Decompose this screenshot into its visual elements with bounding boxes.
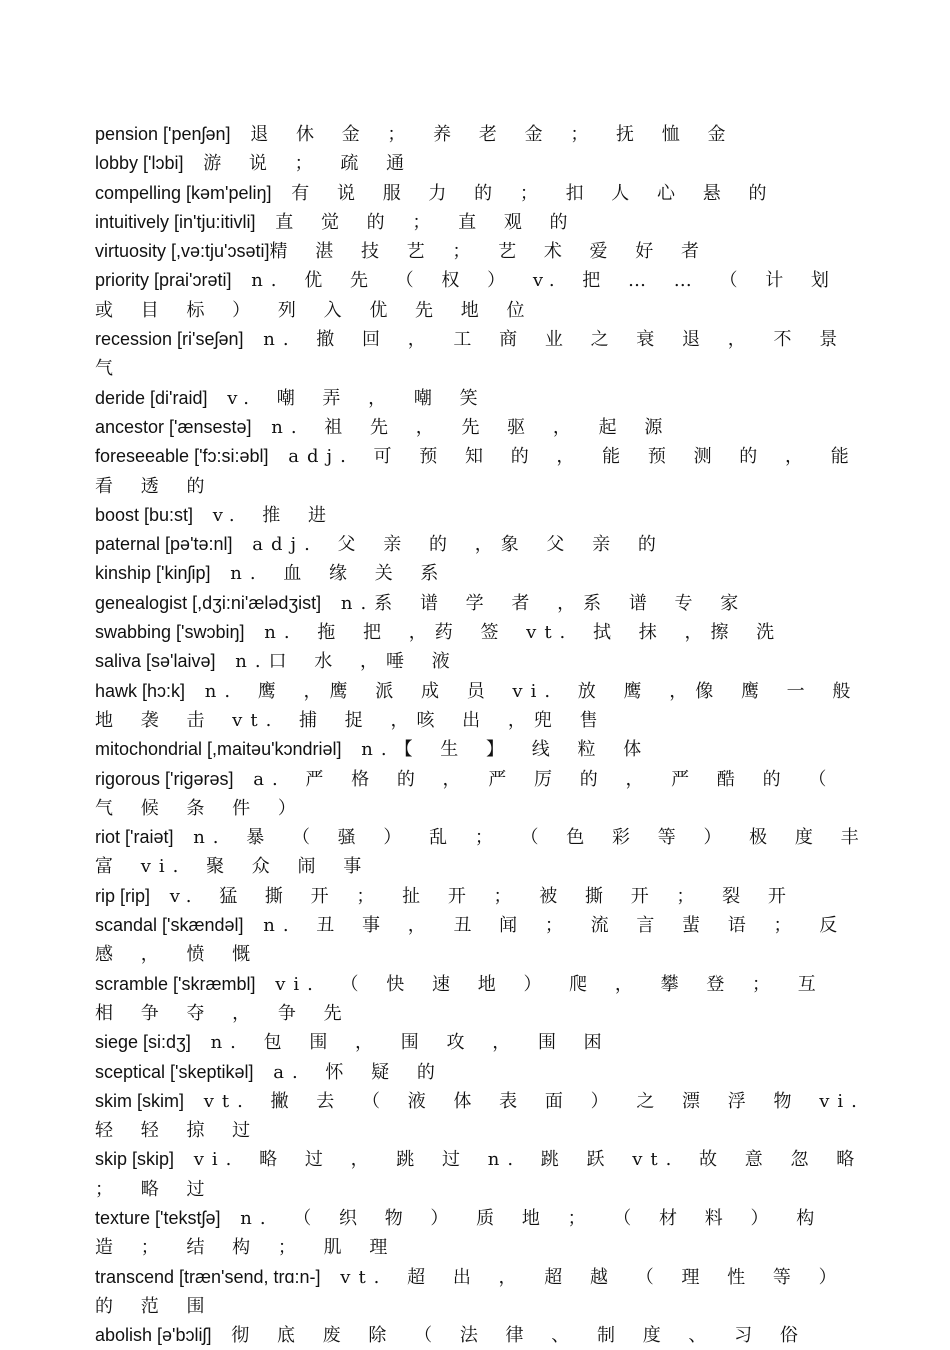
entry-scandal (95, 911, 867, 970)
entry-riot (95, 823, 867, 882)
entry-abolish (95, 1321, 867, 1350)
headword: saliva [sə'laivə] (95, 651, 216, 672)
headword: rip [rip] (95, 885, 151, 906)
entry-compelling (95, 179, 867, 208)
definition: v. 猛 撕 开 ； 扯 开 ； 被 撕 开 ； 裂 开 (150, 885, 794, 907)
definition: n. 优 先 （ 权 ） v. 把 … … （ 计 划 或 目 标 ） 列 入 优 先 地 位 (95, 270, 837, 321)
definition: n. 鹰 ，鹰 派 成 员 vi. 放 鹰 ，像 鹰 一 般 地 袭 击 vt. 捕 捉 ，咳 出 ，兜 售 (95, 680, 859, 731)
entry-intuitively (95, 208, 867, 237)
headword: sceptical ['skeptikəl] (95, 1061, 254, 1082)
entry-rip (95, 882, 867, 911)
definition: n. 丑 事 ， 丑 闻 ； 流 言 蜚 语 ； 反 感 ， 愤 慨 (95, 915, 846, 966)
definition: adj. 父 亲 的 ，象 父 亲 的 (232, 534, 664, 556)
entry-paternal (95, 530, 867, 559)
definition: n.【 生 】 线 粒 体 (341, 739, 650, 761)
headword: abolish [ə'bɔliʃ] (95, 1325, 212, 1346)
entry-recession (95, 325, 867, 384)
definition: vt. 撇 去 （ 液 体 表 面 ） 之 漂 浮 物 vi. 轻 轻 掠 过 (95, 1090, 865, 1142)
headword: kinship ['kinʃip] (95, 563, 211, 584)
headword: swabbing ['swɔbiŋ] (95, 622, 245, 643)
entry-skim (95, 1087, 867, 1146)
entry-pension (95, 120, 867, 149)
headword: virtuosity [,və:tju'ɔsəti] (95, 241, 270, 262)
headword: skim [skim] (95, 1090, 184, 1111)
entry-rigorous (95, 765, 867, 824)
entry-texture (95, 1204, 867, 1263)
entry-boost (95, 501, 867, 530)
entry-virtuosity (95, 237, 867, 266)
headword: scramble ['skræmbl] (95, 973, 256, 994)
definition: n. （ 织 物 ） 质 地 ； （ 材 料 ） 构 造 ； 结 构 ； 肌 理 (95, 1207, 823, 1259)
definition: 有 说 服 力 的 ； 扣 人 心 悬 的 (271, 182, 775, 204)
headword: pension ['penʃən] (95, 124, 231, 144)
headword: boost [bu:st] (95, 504, 194, 525)
headword: scandal ['skændəl] (95, 915, 244, 936)
entry-lobby (95, 149, 867, 178)
headword: paternal [pə'tə:nl] (95, 534, 233, 555)
headword: deride [di'raid] (95, 387, 208, 408)
entry-saliva (95, 647, 867, 676)
definition: 游 说 ； 疏 通 (183, 153, 413, 175)
definition: 精 湛 技 艺 ； 艺 术 爱 好 者 (269, 241, 707, 263)
entry-scramble (95, 970, 867, 1029)
headword: lobby ['lɔbi] (95, 153, 184, 174)
headword: rigorous ['riɡərəs] (95, 768, 234, 789)
definition: n.系 谱 学 者 ，系 谱 专 家 (321, 592, 747, 614)
headword: genealogist [,dʒi:ni'ælədʒist] (95, 592, 322, 613)
entry-siege (95, 1028, 867, 1057)
entry-transcend (95, 1263, 867, 1322)
definition: n.口 水 ，唾 液 (215, 651, 458, 673)
headword: transcend [træn'send, trɑ:n-] (95, 1266, 321, 1287)
entry-ancestor (95, 413, 867, 442)
entry-mitochondrial (95, 735, 867, 764)
entry-sceptical (95, 1058, 867, 1087)
headword: hawk [hɔ:k] (95, 680, 186, 701)
definition: 直 觉 的 ； 直 观 的 (255, 211, 576, 233)
headword: riot ['raiət] (95, 827, 174, 848)
entry-swabbing (95, 618, 867, 647)
entry-hawk (95, 677, 867, 736)
entry-genealogist (95, 589, 867, 618)
definition: v. 嘲 弄 ， 嘲 笑 (207, 387, 486, 409)
definition: vi. 略 过 ， 跳 过 n. 跳 跃 vt. 故 意 忽 略 ； 略 过 (95, 1149, 863, 1200)
definition: vi. （ 快 速 地 ） 爬 ， 攀 登 ； 互 相 争 夺 ， 争 先 (95, 973, 824, 1024)
entry-kinship (95, 559, 867, 588)
headword: siege [si:dʒ] (95, 1032, 191, 1053)
definition: n. 包 围 ， 围 攻 ， 围 困 (190, 1032, 610, 1054)
headword: ancestor ['ænsestə] (95, 416, 252, 437)
definition: 彻 底 废 除 （ 法 律 、 制 度 、 习 俗 (211, 1325, 806, 1347)
headword: foreseeable ['fɔ:si:əbl] (95, 446, 269, 467)
entry-skip (95, 1145, 867, 1204)
definition: a. 严 格 的 ， 严 厉 的 ， 严 酷 的 （ 气 候 条 件 ） (95, 768, 835, 819)
headword: skip [skip] (95, 1149, 175, 1170)
definition: n. 血 缘 关 系 (210, 563, 447, 585)
entry-priority (95, 266, 867, 325)
entry-deride (95, 384, 867, 413)
definition: n. 祖 先 ， 先 驱 ， 起 源 (251, 416, 671, 438)
definition: n. 暴 （ 骚 ） 乱 ； （ 色 彩 等 ） 极 度 丰 富 vi. 聚 众 闹 事 (95, 827, 867, 878)
headword: texture ['tekstʃə] (95, 1207, 221, 1228)
headword: mitochondrial [,maitəu'kɔndriəl] (95, 739, 342, 760)
definition: v. 推 进 (193, 504, 334, 526)
definition: adj. 可 预 知 的 ， 能 预 测 的 ， 能 看 透 的 (95, 446, 857, 497)
headword: priority [prai'ɔrəti] (95, 270, 232, 291)
definition: n. 拖 把 ，药 签 vt. 拭 抹 ，擦 洗 (244, 622, 783, 644)
entry-foreseeable (95, 442, 867, 501)
definition: vt. 超 出 ， 超 越 （ 理 性 等 ） 的 范 围 (95, 1266, 845, 1317)
headword: recession [ri'seʃən] (95, 329, 244, 350)
definition: n. 撤 回 ， 工 商 业 之 衰 退 ， 不 景 气 (95, 329, 846, 380)
vocabulary-page (95, 120, 867, 1350)
definition: a. 怀 疑 的 (253, 1061, 443, 1083)
headword: intuitively [in'tju:itivli] (95, 211, 256, 232)
headword: compelling [kəm'peliŋ] (95, 182, 272, 203)
definition: 退 休 金 ； 养 老 金 ； 抚 恤 金 (230, 124, 734, 145)
